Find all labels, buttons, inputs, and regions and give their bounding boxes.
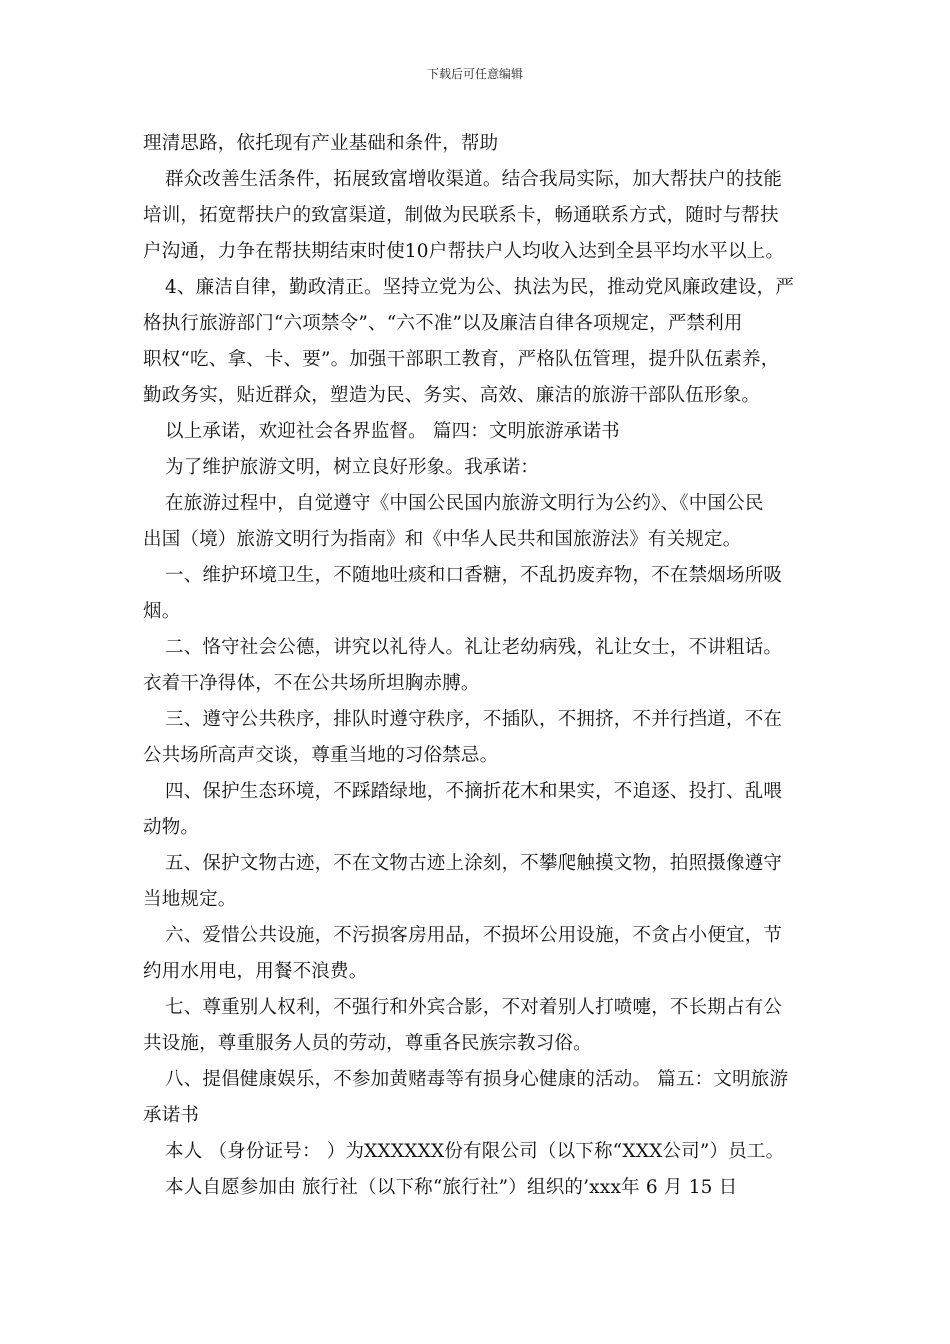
text-line: 4、廉洁自律，勤政清正。坚持立党为公、执法为民，推动党风廉政建设，严 <box>165 277 795 298</box>
text-line: 当地规定。 <box>143 889 237 910</box>
text-line: 二、恪守社会公德，讲究以礼待人。礼让老幼病残，礼让女士，不讲粗话。 <box>165 637 783 658</box>
text-line: 承诺书 <box>143 1105 200 1126</box>
text-line: 本人 （身份证号： ）为XXXXXX份有限公司（以下称“XXX公司”）员工。 <box>165 1141 785 1162</box>
text-line: 以上承诺，欢迎社会各界监督。 篇四：文明旅游承诺书 <box>165 421 620 442</box>
text-line: 职权“吃、拿、卡、要”。加强干部职工教育，严格队伍管理，提升队伍素养， <box>143 349 780 370</box>
text-line: 格执行旅游部门“六项禁令”、“六不准”以及廉洁自律各项规定，严禁利用 <box>143 313 743 334</box>
text-line: 八、提倡健康娱乐，不参加黄赌毒等有损身心健康的活动。 篇五：文明旅游 <box>165 1069 789 1090</box>
text-line: 群众改善生活条件，拓展致富增收渠道。结合我局实际，加大帮扶户的技能 <box>165 169 783 190</box>
text-line: 衣着干净得体，不在公共场所坦胸赤膊。 <box>143 673 480 694</box>
text-line: 约用水用电，用餐不浪费。 <box>143 961 368 982</box>
document-body <box>143 126 823 1206</box>
text-line: 七、尊重别人权利，不强行和外宾合影，不对着别人打喷嚏，不长期占有公 <box>165 997 783 1018</box>
text-line: 三、遵守公共秩序，排队时遵守秩序，不插队，不拥挤，不并行挡道，不在 <box>165 709 783 730</box>
text-line: 动物。 <box>143 817 200 838</box>
text-line: 一、维护环境卫生，不随地吐痰和口香糖，不乱扔废弃物，不在禁烟场所吸 <box>165 565 783 586</box>
text-line: 为了维护旅游文明，树立良好形象。我承诺： <box>165 457 540 478</box>
text-line: 本人自愿参加由 旅行社（以下称“旅行社”）组织的’xxx年 6 月 15 日 <box>165 1177 738 1198</box>
text-line: 共设施，尊重服务人员的劳动，尊重各民族宗教习俗。 <box>143 1033 592 1054</box>
text-line: 出国（境）旅游文明行为指南》和《中华人民共和国旅游法》有关规定。 <box>143 529 742 550</box>
text-line: 培训，拓宽帮扶户的致富渠道，制做为民联系卡，畅通联系方式，随时与帮扶 <box>143 205 779 226</box>
text-line: 烟。 <box>143 601 181 622</box>
text-line: 四、保护生态环境，不踩踏绿地，不摘折花木和果实，不追逐、投打、乱喂 <box>165 781 783 802</box>
page-header: 下载后可任意编辑 <box>426 67 523 81</box>
text-line: 勤政务实，贴近群众，塑造为民、务实、高效、廉洁的旅游干部队伍形象。 <box>143 385 761 406</box>
text-line: 在旅游过程中，自觉遵守《中国公民国内旅游文明行为公约》、《中国公民 <box>165 493 764 514</box>
text-line: 户沟通，力争在帮扶期结束时使10户帮扶户人均收入达到全县平均水平以上。 <box>143 241 785 262</box>
text-line: 公共场所高声交谈，尊重当地的习俗禁忌。 <box>143 745 499 766</box>
text-line: 理清思路，依托现有产业基础和条件，帮助 <box>143 133 499 154</box>
text-line: 五、保护文物古迹，不在文物古迹上涂刻，不攀爬触摸文物，拍照摄像遵守 <box>165 853 783 874</box>
text-line: 六、爱惜公共设施，不污损客房用品，不损坏公用设施，不贪占小便宜，节 <box>165 925 783 946</box>
